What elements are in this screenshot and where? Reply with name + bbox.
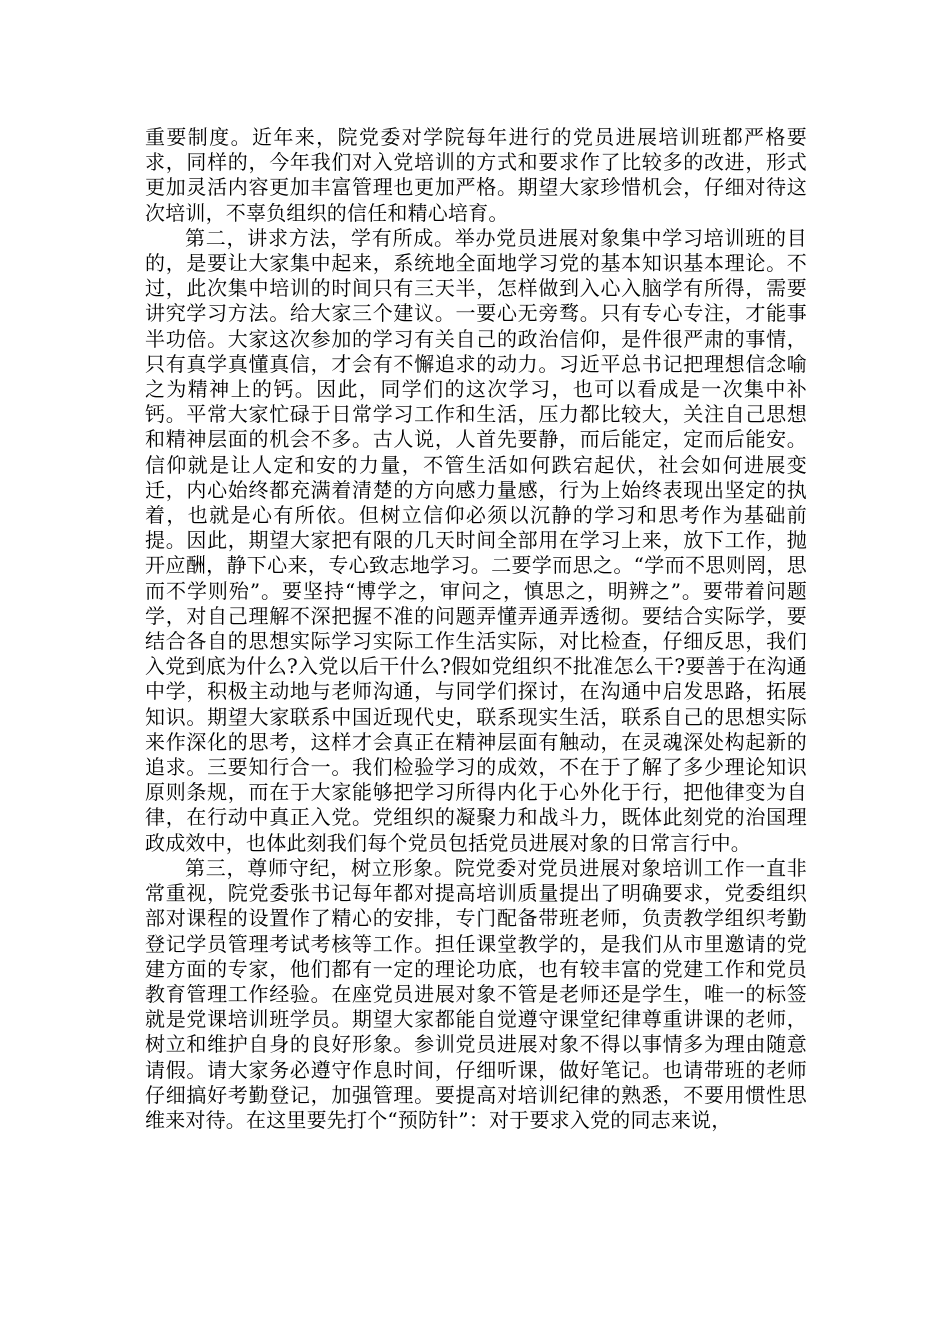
paragraph-3: 第三，尊师守纪，树立形象。院党委对党员进展对象培训工作一直非常重视，院党委张书记每年都对提高培训质量提出了明确要求，党委组织部对课程的设置作了精心的安排，专门配备带班老师，负责教学组织考勤登记学员管理考试考核等工作。担任课堂教学的，是我们从市里邀请的党建方面的专家，他们都有一定的理论功底，也有较丰富的党建工作和党员教育管理工作经验。在座党员进展对象不管是老师还是学生，唯一的标签就是党课培训班学员。期望大家都能自觉遵守课堂纪律尊重讲课的老师，树立和维护自身的良好形象。参训党员进展对象不得以事情多为理由随意请假。请大家务必遵守作息时间，仔细听课，做好笔记。也请带班的老师仔细搞好考勤登记，加强管理。要提高对培训纪律的熟悉，不要用惯性思维来对待。在这里要先打个“预防针”：对于要求入党的同志来说，	[145, 855, 807, 1132]
paragraph-1: 重要制度。近年来，院党委对学院每年进行的党员进展培训班都严格要求，同样的，今年我们对入党培训的方式和要求作了比较多的改进，形式更加灵活内容更加丰富管理也更加严格。期望大家珍惜机会，仔细对待这次培训，不辜负组织的信任和精心培育。	[145, 125, 807, 225]
paragraph-2: 第二，讲求方法，学有所成。举办党员进展对象集中学习培训班的目的，是要让大家集中起来，系统地全面地学习党的基本知识基本理论。不过，此次集中培训的时间只有三天半，怎样做到入心入脑学有所得，需要讲究学习方法。给大家三个建议。一要心无旁骛。只有专心专注，才能事半功倍。大家这次参加的学习有关自己的政治信仰，是件很严肃的事情，只有真学真懂真信，才会有不懈追求的动力。习近平总书记把理想信念喻之为精神上的钙。因此，同学们的这次学习，也可以看成是一次集中补钙。平常大家忙碌于日常学习工作和生活，压力都比较大，关注自己思想和精神层面的机会不多。古人说，人首先要静，而后能定，定而后能安。信仰就是让人定和安的力量，不管生活如何跌宕起伏，社会如何进展变迁，内心始终都充满着清楚的方向感力量感，行为上始终表现出坚定的执着，也就是心有所依。但树立信仰必须以沉静的学习和思考作为基础前提。因此，期望大家把有限的几天时间全部用在学习上来，放下工作，抛开应酬，静下心来，专心致志地学习。二要学而思之。“学而不思则罔，思而不学则殆”。要坚持“博学之，审问之，慎思之，明辨之”。要带着问题学，对自己理解不深把握不准的问题弄懂弄通弄透彻。要结合实际学，要结合各自的思想实际学习实际工作生活实际，对比检查，仔细反思，我们入党到底为什么?入党以后干什么?假如党组织不批准怎么干?要善于在沟通中学，积极主动地与老师沟通，与同学们探讨，在沟通中启发思路，拓展知识。期望大家联系中国近现代史，联系现实生活，联系自己的思想实际来作深化的思考，这样才会真正在精神层面有触动，在灵魂深处构起新的追求。三要知行合一。我们检验学习的成效，不在于了解了多少理论知识原则条规，而在于大家能够把学习所得内化于心外化于行，把他律变为自律，在行动中真正入党。党组织的凝聚力和战斗力，既体此刻党的治国理政成效中，也体此刻我们每个党员包括党员进展对象的日常言行中。	[145, 225, 807, 855]
document-page	[145, 125, 807, 1133]
